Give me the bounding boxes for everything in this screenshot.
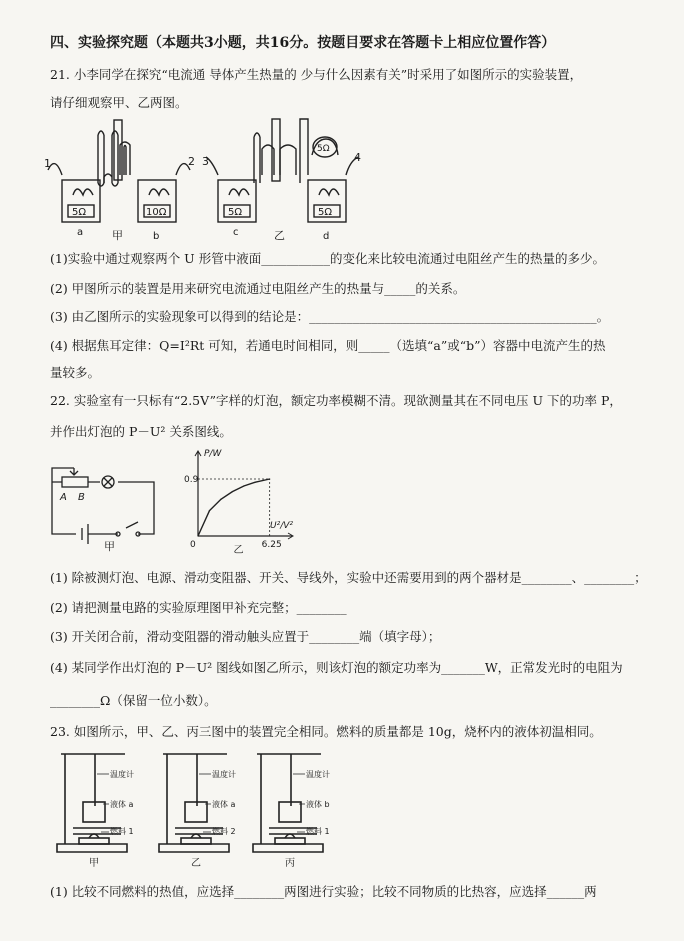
- series-point: [209, 510, 210, 511]
- q21-part2: (2) 甲图所示的装置是用来研究电流通过电阻丝产生的热量与_____的关系。: [50, 281, 466, 296]
- series-point: [197, 535, 198, 536]
- series-point: [269, 478, 270, 479]
- fig21-t4: 4: [354, 151, 361, 164]
- fig21-lab-a: a: [77, 227, 84, 238]
- x-tick-label: 6.25: [261, 540, 282, 550]
- q23-fuel-3: 燃料 1: [306, 827, 330, 836]
- q23-figures: [55, 748, 355, 868]
- q22-stem-line1: 22. 实验室有一只标有“2.5V”字样的灯泡，额定功率模糊不清。现欲测量其在不同电压 U 下的功率 P，: [50, 393, 622, 408]
- fig21-cap-jia: 甲: [112, 229, 123, 242]
- y-axis-label: P/W: [204, 449, 222, 459]
- q23-liquid-2: 液体 a: [212, 800, 236, 809]
- fig21-lab-c: c: [233, 227, 239, 238]
- q21-stem-line1: 21. 小李同学在探究“电流通 导体产生热量的 少与什么因素有关”时采用了如图所示的实验装置，: [50, 67, 583, 82]
- q21-part3: (3) 由乙图所示的实验现象可以得到的结论是：______________________________________________。: [50, 309, 610, 324]
- q22-stem-line2: 并作出灯泡的 P－U² 关系图线。: [50, 424, 232, 439]
- fig21-t1: 1: [44, 157, 51, 170]
- q23-fuel-1: 燃料 1: [110, 827, 134, 836]
- q22-part1: (1) 除被测灯泡、电源、滑动变阻器、开关、导线外，实验中还需要用到的两个器材是________、________；: [50, 570, 647, 585]
- fig21-t2: 2: [188, 155, 195, 168]
- q21-part1: (1)实验中通过观察两个 U 形管中液面___________的变化来比较电流通过电阻丝产生的热量的多少。: [50, 251, 605, 266]
- fig21-r-b: 10Ω: [146, 207, 167, 218]
- series-curve: [198, 479, 270, 536]
- series-point: [232, 491, 233, 492]
- q21-part4a: (4) 根据焦耳定律：Q=I²Rt 可知，若通电时间相同，则_____（选填“a”或“b”）容器中电流产生的热: [50, 338, 606, 353]
- q22-cap-jia: 甲: [104, 540, 115, 553]
- chart-caption: 乙: [233, 545, 244, 556]
- fig21-r-d: 5Ω: [318, 207, 333, 218]
- q22-chart: [180, 450, 300, 555]
- series-point: [255, 482, 256, 483]
- q22-part4a: (4) 某同学作出灯泡的 P－U² 图线如图乙所示，则该灯泡的额定功率为_______W，正常发光时的电阻为: [50, 660, 623, 675]
- series-point: [220, 499, 221, 500]
- q23-liquid-1: 液体 a: [110, 800, 134, 809]
- origin-label: 0: [190, 540, 196, 550]
- q21-figure: [40, 115, 370, 245]
- series-point: [243, 485, 244, 486]
- q23-thermo-1: 温度计: [110, 770, 134, 779]
- q23-cap-yi: 乙: [191, 858, 201, 869]
- fig21-cap-yi: 乙: [274, 229, 285, 242]
- q22-part3: (3) 开关闭合前，滑动变阻器的滑动触头应置于________端（填字母）；: [50, 629, 441, 644]
- q22-circuit: [48, 462, 168, 552]
- fig21-jia: [48, 120, 190, 222]
- q22-part4b: ________Ω（保留一位小数）。: [50, 693, 217, 708]
- fig21-lab-b: b: [153, 231, 160, 242]
- q21-part4b: 量较多。: [50, 365, 101, 380]
- fig21-r-top: 5Ω: [317, 144, 330, 154]
- fig21-t3: 3: [202, 155, 209, 168]
- q23-thermo-3: 温度计: [306, 770, 330, 779]
- section-title: 四、实验探究题（本题共3小题，共16分。按题目要求在答题卡上相应位置作答）: [50, 35, 556, 51]
- q23-thermo-2: 温度计: [212, 770, 236, 779]
- x-axis-label: U²/V²: [270, 521, 293, 531]
- q22-lab-A: A: [60, 492, 67, 503]
- q23-cap-bing: 丙: [285, 858, 295, 869]
- q23-fuel-2: 燃料 2: [212, 827, 236, 836]
- fig21-lab-d: d: [323, 231, 330, 242]
- q22-lab-B: B: [78, 492, 85, 503]
- fig21-r-a: 5Ω: [72, 207, 87, 218]
- q23-part1: (1) 比较不同燃料的热值，应选择________两图进行实验；比较不同物质的比热容，应选择______两: [50, 884, 597, 899]
- q23-liquid-3: 液体 b: [306, 800, 330, 809]
- y-tick-label: 0.9: [184, 475, 199, 485]
- q22-part2: (2) 请把测量电路的实验原理图甲补充完整；________: [50, 600, 347, 615]
- q23-cap-jia: 甲: [89, 858, 99, 869]
- fig21-r-c: 5Ω: [228, 207, 243, 218]
- q21-stem-line2: 请仔细观察甲、乙两图。: [50, 95, 188, 110]
- q23-stem: 23. 如图所示，甲、乙、丙三图中的装置完全相同。燃料的质量都是 10g，烧杯内的液体初温相同。: [50, 724, 602, 739]
